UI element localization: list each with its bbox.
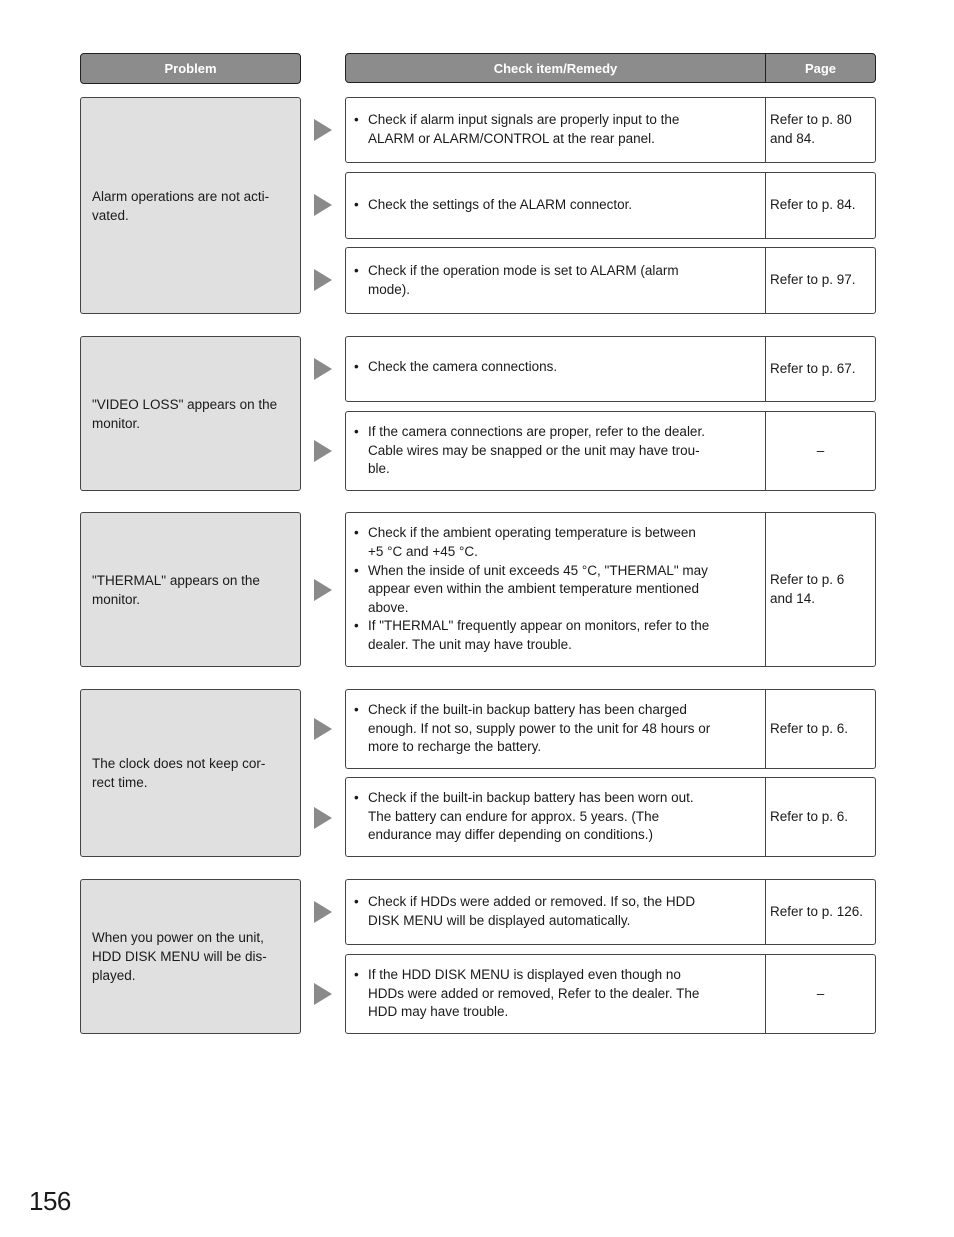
- remedy-text: • Check the camera connections.: [346, 337, 766, 401]
- remedy-box: [345, 879, 876, 945]
- remedy-box: [345, 411, 876, 491]
- page-reference: Refer to p. 80 and 84.: [770, 112, 852, 146]
- page-reference: Refer to p. 6 and 14.: [770, 571, 845, 606]
- page-reference: –: [816, 442, 825, 458]
- arrow-icon: [314, 807, 332, 829]
- arrow-icon: [314, 358, 332, 380]
- remedy-box: [345, 512, 876, 667]
- remedy-box: [345, 247, 876, 314]
- page-reference: Refer to p. 97.: [770, 272, 856, 288]
- problem-column-header: [80, 53, 301, 84]
- remedy-text: • Check if HDDs were added or removed. If so, the HDD DISK MENU will be displayed automatically.: [346, 880, 766, 944]
- page-reference: Refer to p. 6.: [770, 808, 849, 824]
- problem-text: The clock does not keep cor- rect time.: [92, 756, 266, 790]
- remedy-text: • Check if the operation mode is set to ALARM (alarm mode).: [346, 248, 766, 313]
- problem-text: Alarm operations are not acti- vated.: [92, 188, 270, 223]
- arrow-icon: [314, 718, 332, 740]
- remedy-text: • Check if the ambient operating temperature is between +5 °C and +45 °C. • When the inside of unit exceeds 45 °C, "THERMAL" may appear even within the ambient temperature mentioned above. • If "THERMAL" frequently appear on monitors, refer to the dealer. The unit may have trouble.: [346, 513, 766, 666]
- page-reference: –: [816, 985, 825, 1001]
- problem-text: When you power on the unit, HDD DISK MENU will be dis- played.: [92, 930, 267, 983]
- page-reference: Refer to p. 67.: [770, 360, 856, 376]
- remedy-box: [345, 97, 876, 163]
- arrow-icon: [314, 269, 332, 291]
- remedy-column-header: [345, 53, 876, 83]
- problem-box: [80, 689, 301, 857]
- remedy-box: [345, 172, 876, 239]
- problem-box: [80, 97, 301, 314]
- remedy-text: • If the camera connections are proper, refer to the dealer. Cable wires may be snapped or the unit may have trou- ble.: [346, 412, 766, 490]
- arrow-icon: [314, 983, 332, 1005]
- page-reference: Refer to p. 84.: [770, 197, 856, 213]
- problem-box: [80, 879, 301, 1034]
- arrow-icon: [314, 440, 332, 462]
- problem-header-label: Problem: [164, 61, 217, 76]
- remedy-box: [345, 954, 876, 1034]
- arrow-icon: [314, 194, 332, 216]
- remedy-header-label: Check item/Remedy: [346, 54, 766, 82]
- arrow-icon: [314, 901, 332, 923]
- remedy-text: • Check the settings of the ALARM connector.: [346, 173, 766, 238]
- page-header-label: Page: [804, 60, 837, 76]
- problem-box: [80, 336, 301, 491]
- page-number: 156: [29, 1186, 71, 1216]
- remedy-box: [345, 777, 876, 857]
- arrow-icon: [314, 579, 332, 601]
- remedy-text: • Check if the built-in backup battery has been charged enough. If not so, supply power to the unit for 48 hours or more to recharge the battery.: [346, 690, 766, 768]
- remedy-text: • Check if alarm input signals are properly input to the ALARM or ALARM/CONTROL at the rear panel.: [346, 98, 766, 162]
- page-reference: Refer to p. 126.: [770, 903, 864, 919]
- remedy-text: • Check if the built-in backup battery has been worn out. The battery can endure for approx. 5 years. (The endurance may differ depending on conditions.): [346, 778, 766, 856]
- page-reference: Refer to p. 6.: [770, 720, 849, 736]
- problem-text: "THERMAL" appears on the monitor.: [92, 572, 260, 607]
- remedy-box: [345, 689, 876, 769]
- remedy-text: • If the HDD DISK MENU is displayed even though no HDDs were added or removed, Refer to the dealer. The HDD may have trouble.: [346, 955, 766, 1033]
- arrow-icon: [314, 119, 332, 141]
- remedy-box: [345, 336, 876, 402]
- problem-box: [80, 512, 301, 667]
- problem-text: "VIDEO LOSS" appears on the monitor.: [92, 396, 278, 431]
